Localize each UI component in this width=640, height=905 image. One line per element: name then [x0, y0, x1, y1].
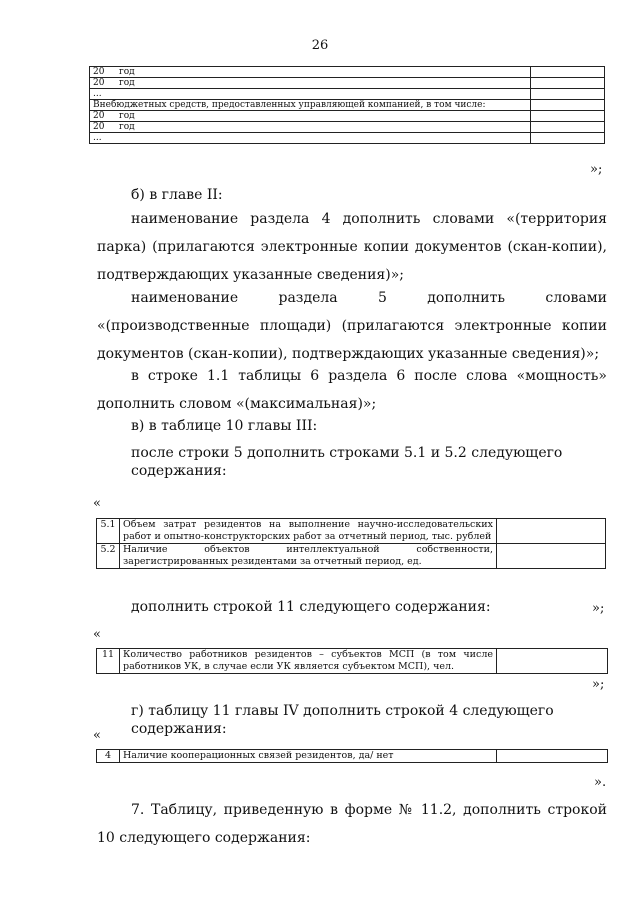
paragraph-row11: в строке 1.1 таблицы 6 раздела 6 после слова «мощность» дополнить словом «(максимальная)»;	[97, 368, 607, 412]
row-number: 11	[97, 649, 120, 674]
year-word: год	[119, 111, 135, 121]
row-text: Объем затрат резидентов на выполнение научно-исследовательских работ и опытно-конструкторских работ за отчетный период, тыс. рублей	[120, 519, 497, 544]
paragraph-section4: наименование раздела 4 дополнить словами «(территория парка) (прилагаются электронные копии документов (скан-копии), подтверждающих указанные сведения)»;	[97, 211, 607, 283]
table-row	[90, 78, 605, 89]
ellipsis-cell: ...	[90, 133, 531, 144]
table-row-11	[96, 648, 608, 674]
year-prefix: 20	[93, 111, 105, 121]
table-row	[97, 519, 606, 544]
year-prefix: 20	[93, 78, 105, 88]
table-row	[90, 133, 605, 144]
table-row	[90, 67, 605, 78]
year-word: год	[119, 78, 135, 88]
opening-quote: «	[93, 627, 101, 642]
closing-quote: »;	[590, 162, 603, 177]
table-row	[97, 750, 608, 763]
row-number: 4	[97, 750, 120, 763]
table-row	[90, 100, 605, 111]
paragraph-after5: после строки 5 дополнить строками 5.1 и 5.2 следующего содержания:	[131, 445, 563, 479]
row-text: Наличие объектов интеллектуальной собственности, зарегистрированных резидентами за отчетный период, ед.	[120, 544, 497, 569]
opening-quote: «	[93, 728, 101, 743]
year-word: год	[119, 67, 135, 77]
ellipsis-cell: ...	[90, 89, 531, 100]
row-number: 5.2	[97, 544, 120, 569]
page-number: 26	[311, 38, 329, 53]
table-row	[97, 544, 606, 569]
closing-quote: »;	[592, 601, 605, 616]
paragraph-b: б) в главе II:	[131, 187, 223, 203]
offbudget-label: Внебюджетных средств, предоставленных управляющей компанией, в том числе:	[90, 100, 531, 111]
row-text: Количество работников резидентов – субъектов МСП (в том числе работников УК, в случае если УК является субъектом МСП), чел.	[120, 649, 497, 674]
table-row-4	[96, 749, 608, 763]
row-text: Наличие кооперационных связей резидентов, да/ нет	[120, 750, 497, 763]
opening-quote: «	[93, 496, 101, 511]
table-row	[90, 89, 605, 100]
paragraph-g: г) таблицу 11 главы IV дополнить строкой 4 следующего содержания:	[131, 703, 554, 737]
closing-quote: ».	[594, 775, 607, 790]
paragraph-7: 7. Таблицу, приведенную в форме № 11.2, дополнить строкой 10 следующего содержания:	[97, 802, 607, 846]
row-number: 5.1	[97, 519, 120, 544]
budget-table	[89, 66, 605, 144]
paragraph-v: в) в таблице 10 главы III:	[131, 418, 318, 434]
table-row	[97, 649, 608, 674]
table-row	[90, 122, 605, 133]
closing-quote: »;	[592, 677, 605, 692]
year-prefix: 20	[93, 122, 105, 132]
paragraph-add11: дополнить строкой 11 следующего содержания:	[131, 599, 491, 615]
table-row	[90, 111, 605, 122]
year-word: год	[119, 122, 135, 132]
paragraph-section5: наименование раздела 5 дополнить словами «(производственные площади) (прилагаются электронные копии документов (скан-копии), подтверждающих указанные сведения)»;	[97, 290, 607, 362]
table-rows-5-1-5-2	[96, 518, 606, 569]
year-prefix: 20	[93, 67, 105, 77]
